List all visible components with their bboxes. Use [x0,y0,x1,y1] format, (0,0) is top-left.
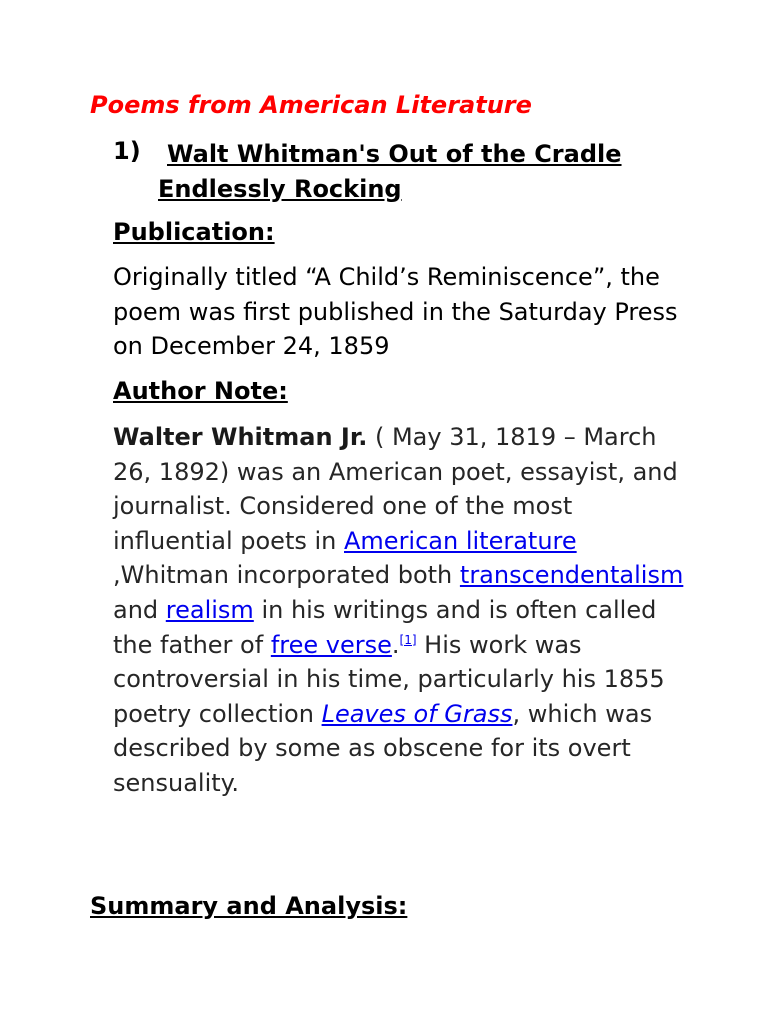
summary-heading: Summary and Analysis: [90,892,408,920]
publication-text: Originally titled “A Child’s Reminiscence”, the poem was first published in the Saturday Press on December 24, 1859 [113,263,678,361]
link-transcendentalism[interactable]: transcendentalism [459,561,684,590]
poem-title [158,137,678,207]
footnote-link[interactable]: [1] [399,632,417,647]
link-free-verse[interactable]: free verse [270,630,392,659]
author-text-3: and [113,595,166,624]
author-text-1: ( May 31, 1819 – March 26, 1892) was an American poet, essayist, and journalist. Considered one of the most influential poets in [113,423,678,555]
author-note-text [113,420,693,801]
item-number: 1) [113,137,141,165]
link-realism[interactable]: realism [165,595,254,624]
page-title: Poems from American Literature [90,91,532,119]
author-text-5: . [391,630,400,659]
link-leaves-of-grass[interactable]: Leaves of Grass [321,699,513,728]
author-text-2: ,Whitman incorporated both [113,561,460,590]
author-name: Walter Whitman Jr. [113,423,368,451]
author-text-7: , which was described by some as obscene for its overt sensuality. [113,699,653,797]
poem-title-text: Walt Whitman's Out of the Cradle Endlessly Rocking [158,140,622,203]
author-text-4: in his writings and is often called the father of [113,595,657,659]
link-american-literature[interactable]: American literature [344,526,577,555]
publication-heading: Publication: [113,218,275,246]
author-note-heading: Author Note: [113,377,288,405]
author-text-6: His work was controversial in his time, particularly his 1855 poetry collection [113,630,665,728]
